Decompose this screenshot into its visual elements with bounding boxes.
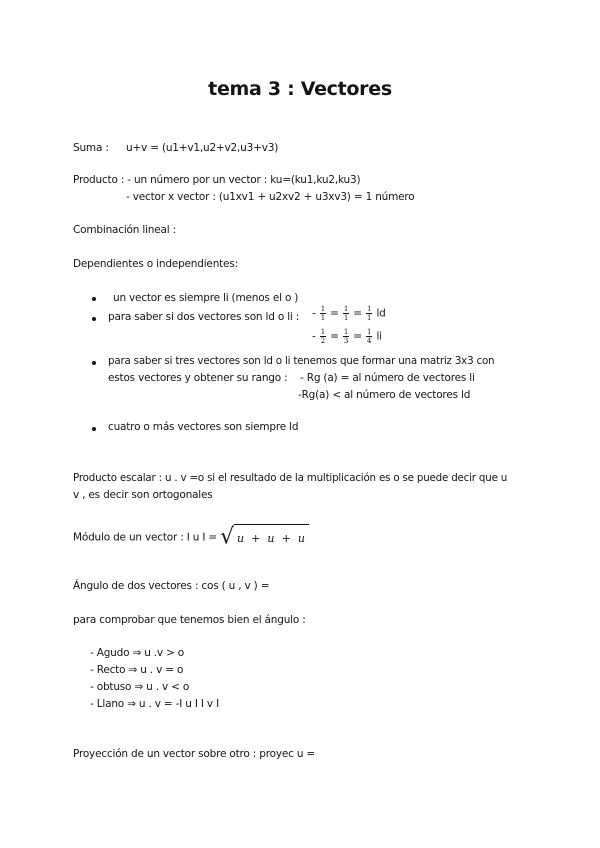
- radical-icon: √: [220, 524, 234, 550]
- angle-obtuso: - obtuso ⇒ u . v < o: [90, 681, 190, 693]
- producto-line-1: Producto : - un número por un vector : ku=(ku1,ku2,ku3): [73, 174, 361, 186]
- bullet-dot: [92, 317, 96, 321]
- page-title: tema 3 : Vectores: [208, 78, 392, 100]
- fraction: $\frac{1}{3}$: [343, 328, 349, 345]
- bullet-3-line-2: estos vectores y obtener su rango :: [108, 372, 288, 384]
- radicand: u + u + u: [234, 524, 309, 551]
- fraction: $\frac{1}{2}$: [320, 328, 325, 345]
- fraction-row-ld: - $\frac{1}{1}$ = $\frac{1}{1}$ = $\frac{1}{1}$ ld: [312, 305, 386, 322]
- modulo-line: [73, 524, 309, 551]
- escalar-line-2: v , es decir son ortogonales: [73, 489, 213, 501]
- escalar-line-1: Producto escalar : u . v =o si el resultado de la multiplicación es o se puede decir que u: [73, 472, 508, 484]
- bullet-dot: [92, 427, 96, 431]
- fraction: $\frac{1}{1}$: [343, 305, 349, 322]
- producto-line-2: - vector x vector : (u1xv1 + u2xv2 + u3xv3) = 1 número: [126, 191, 415, 203]
- fraction: $\frac{1}{1}$: [320, 305, 325, 322]
- bullet-1-text: un vector es siempre li (menos el o ): [113, 292, 299, 304]
- angle-agudo: - Agudo ⇒ u .v > o: [90, 647, 185, 659]
- proyeccion-line: Proyección de un vector sobre otro : proyec u =: [73, 748, 316, 760]
- fraction: $\frac{1}{4}$: [367, 328, 372, 345]
- suma-label: Suma :: [73, 142, 109, 154]
- comprobar-text: para comprobar que tenemos bien el ángulo :: [73, 614, 306, 626]
- modulo-label: Módulo de un vector : I u I =: [73, 531, 217, 544]
- rango-ld: -Rg(a) < al número de vectores ld: [298, 389, 471, 401]
- bullet-2-text: para saber si dos vectores son ld o li :: [108, 311, 300, 323]
- bullet-dot: [92, 297, 96, 301]
- angle-llano: - Llano ⇒ u . v = -I u I I v I: [90, 698, 219, 710]
- square-root: [220, 524, 309, 551]
- angulo-heading: Ángulo de dos vectores : cos ( u , v ) =: [73, 580, 270, 592]
- fraction-row-li: - $\frac{1}{2}$ = $\frac{1}{3}$ = $\frac{1}{4}$ li: [312, 328, 382, 345]
- fraction: $\frac{1}{1}$: [367, 305, 372, 322]
- dependientes-heading: Dependientes o independientes:: [73, 258, 238, 270]
- bullet-3-line-1: para saber si tres vectores son ld o li tenemos que formar una matriz 3x3 con: [108, 355, 495, 367]
- rango-li: - Rg (a) = al número de vectores li: [300, 372, 475, 384]
- bullet-dot: [92, 361, 96, 365]
- angle-recto: - Recto ⇒ u . v = o: [90, 664, 184, 676]
- bullet-4-text: cuatro o más vectores son siempre ld: [108, 421, 299, 433]
- combinacion-heading: Combinación lineal :: [73, 224, 176, 236]
- suma-formula: u+v = (u1+v1,u2+v2,u3+v3): [126, 142, 279, 154]
